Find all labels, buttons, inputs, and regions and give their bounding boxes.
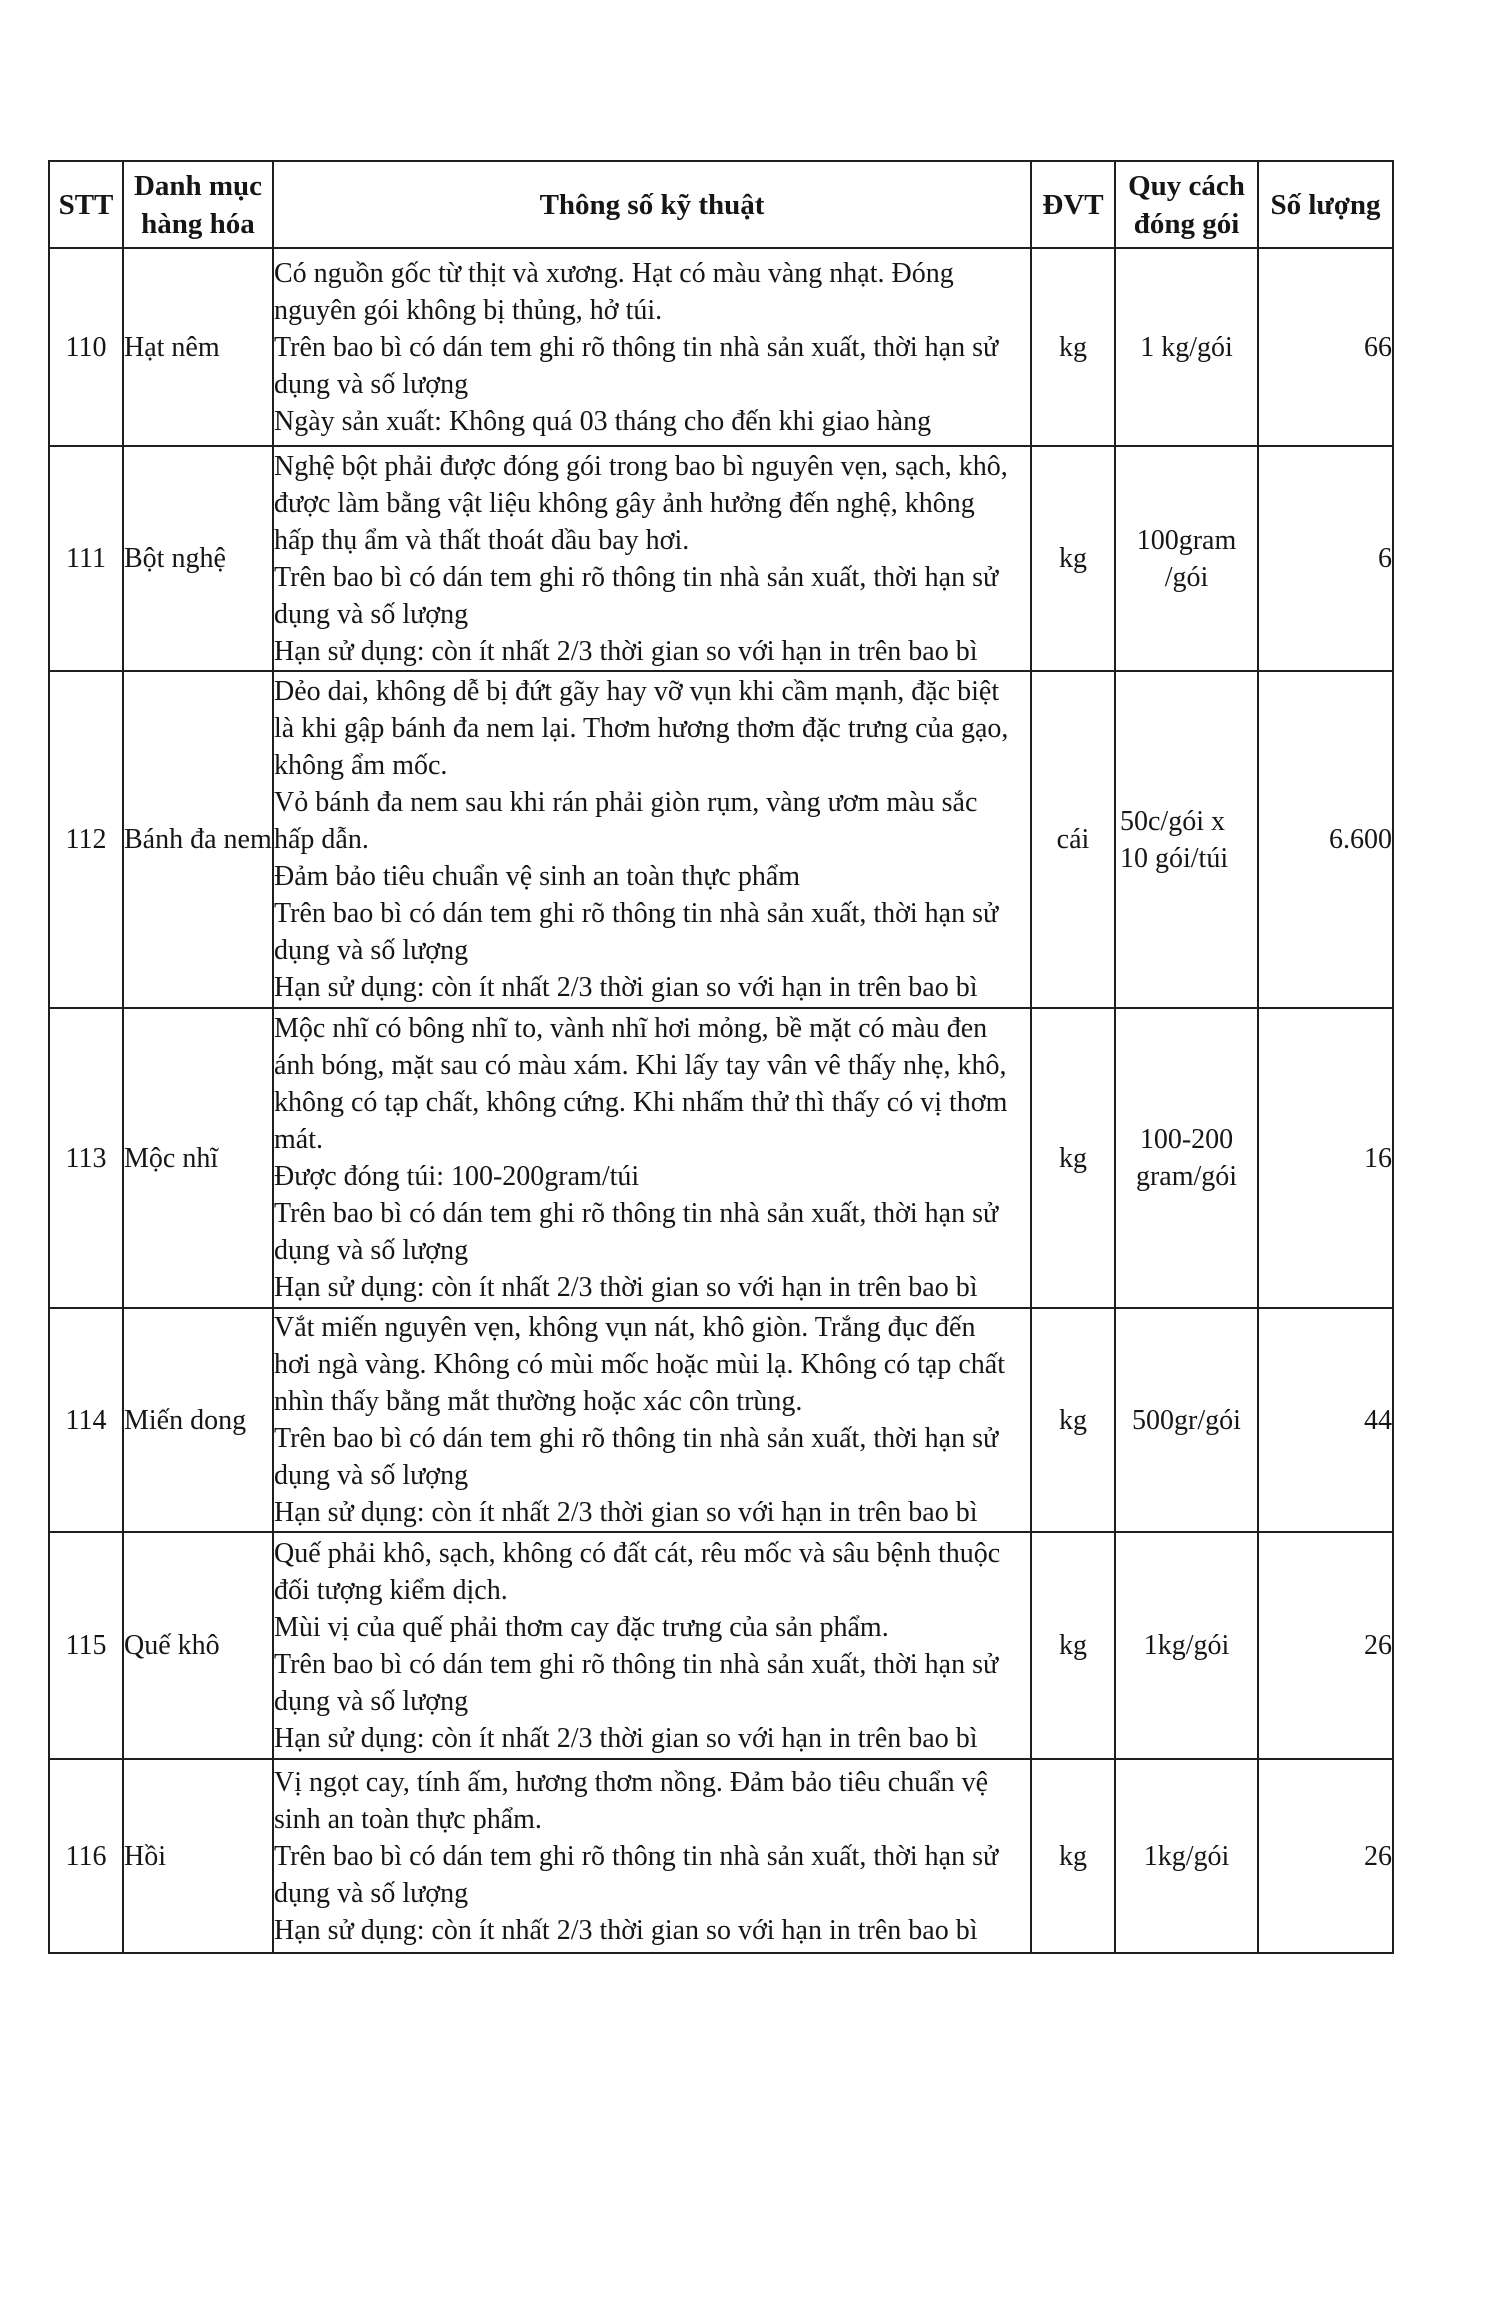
header-spec: Thông số kỹ thuật bbox=[273, 161, 1031, 248]
row-quantity: 26 bbox=[1258, 1532, 1393, 1759]
spec-line: Vị ngọt cay, tính ấm, hương thơm nồng. Đảm bảo tiêu chuẩn vệ bbox=[274, 1766, 989, 1798]
row-packaging bbox=[1115, 1532, 1258, 1759]
row-stt: 114 bbox=[49, 1308, 123, 1532]
row-quantity: 44 bbox=[1258, 1308, 1393, 1532]
header-quantity: Số lượng bbox=[1258, 161, 1393, 248]
table-row bbox=[49, 446, 1393, 671]
spec-line: Trên bao bì có dán tem ghi rõ thông tin nhà sản xuất, thời hạn sử bbox=[274, 561, 999, 593]
row-quantity: 66 bbox=[1258, 248, 1393, 446]
row-spec bbox=[273, 1008, 1031, 1308]
spec-line: không ẩm mốc. bbox=[274, 750, 448, 781]
spec-line: ánh bóng, mặt sau có màu xám. Khi lấy tay vân vê thấy nhẹ, khô, bbox=[274, 1050, 1007, 1081]
row-spec bbox=[273, 671, 1031, 1008]
row-goods-name: Bánh đa nem bbox=[123, 671, 273, 1008]
spec-line: Trên bao bì có dán tem ghi rõ thông tin nhà sản xuất, thời hạn sử bbox=[274, 1648, 999, 1680]
row-packaging bbox=[1115, 1759, 1258, 1953]
header-goods-name bbox=[123, 161, 273, 248]
row-packaging bbox=[1115, 1008, 1258, 1308]
spec-line: dụng và số lượng bbox=[274, 1235, 469, 1266]
row-stt: 110 bbox=[49, 248, 123, 446]
row-unit: kg bbox=[1031, 1008, 1115, 1308]
table-row bbox=[49, 1759, 1393, 1953]
spec-line: dụng và số lượng bbox=[274, 368, 469, 400]
spec-line: Hạn sử dụng: còn ít nhất 2/3 thời gian so với hạn in trên bao bì bbox=[274, 635, 978, 667]
table-row bbox=[49, 1532, 1393, 1759]
row-goods-name: Miến dong bbox=[123, 1308, 273, 1532]
row-unit: kg bbox=[1031, 1308, 1115, 1532]
row-unit: kg bbox=[1031, 1532, 1115, 1759]
row-goods-name: Hạt nêm bbox=[123, 248, 273, 446]
spec-line: Trên bao bì có dán tem ghi rõ thông tin nhà sản xuất, thời hạn sử bbox=[274, 331, 999, 363]
spec-line: dụng và số lượng bbox=[274, 1877, 469, 1909]
spec-line: nguyên gói không bị thủng, hở túi. bbox=[274, 294, 663, 326]
spec-line: Hạn sử dụng: còn ít nhất 2/3 thời gian so với hạn in trên bao bì bbox=[274, 972, 978, 1003]
spec-line: mát. bbox=[274, 1124, 323, 1155]
spec-line: nhìn thấy bằng mắt thường hoặc xác côn trùng. bbox=[274, 1386, 803, 1417]
spec-line: Hạn sử dụng: còn ít nhất 2/3 thời gian so với hạn in trên bao bì bbox=[274, 1497, 978, 1528]
packaging-line: 100gram bbox=[1136, 524, 1237, 556]
spec-line: Hạn sử dụng: còn ít nhất 2/3 thời gian so với hạn in trên bao bì bbox=[274, 1914, 978, 1946]
goods-spec-table bbox=[48, 160, 1394, 1954]
packaging-line: 50c/gói x bbox=[1120, 805, 1225, 837]
packaging-line: 1kg/gói bbox=[1143, 1840, 1230, 1872]
table-row bbox=[49, 1308, 1393, 1532]
packaging-line: gram/gói bbox=[1135, 1161, 1238, 1192]
header-stt: STT bbox=[49, 161, 123, 248]
table-row bbox=[49, 248, 1393, 446]
row-stt: 116 bbox=[49, 1759, 123, 1953]
row-quantity: 16 bbox=[1258, 1008, 1393, 1308]
spec-line: không có tạp chất, không cứng. Khi nhấm thử thì thấy có vị thơm bbox=[274, 1087, 1008, 1118]
row-packaging bbox=[1115, 671, 1258, 1008]
row-quantity: 6.600 bbox=[1258, 671, 1393, 1008]
table-row bbox=[49, 671, 1393, 1008]
row-packaging bbox=[1115, 446, 1258, 671]
row-spec bbox=[273, 248, 1031, 446]
row-spec bbox=[273, 1759, 1031, 1953]
spec-line: Trên bao bì có dán tem ghi rõ thông tin nhà sản xuất, thời hạn sử bbox=[274, 1198, 999, 1229]
row-quantity: 26 bbox=[1258, 1759, 1393, 1953]
spec-line: Quế phải khô, sạch, không có đất cát, rêu mốc và sâu bệnh thuộc bbox=[274, 1537, 1001, 1569]
header-unit: ĐVT bbox=[1031, 161, 1115, 248]
row-spec bbox=[273, 446, 1031, 671]
spec-line: là khi gập bánh đa nem lại. Thơm hương thơm đặc trưng của gạo, bbox=[274, 713, 1009, 744]
packaging-line: 1kg/gói bbox=[1143, 1630, 1230, 1661]
spec-line: Có nguồn gốc từ thịt và xương. Hạt có màu vàng nhạt. Đóng bbox=[274, 257, 954, 289]
spec-line: Trên bao bì có dán tem ghi rõ thông tin nhà sản xuất, thời hạn sử bbox=[274, 1423, 999, 1454]
row-unit: kg bbox=[1031, 446, 1115, 671]
header-packaging-line2: đóng gói bbox=[1133, 207, 1240, 240]
spec-line: dụng và số lượng bbox=[274, 1685, 469, 1717]
spec-line: sinh an toàn thực phẩm. bbox=[274, 1803, 542, 1835]
header-goods-name-line1: Danh mục bbox=[133, 169, 263, 202]
header-packaging bbox=[1115, 161, 1258, 248]
packaging-line: /gói bbox=[1164, 561, 1209, 593]
row-unit: kg bbox=[1031, 248, 1115, 446]
spec-line: đối tượng kiểm dịch. bbox=[274, 1574, 508, 1606]
row-stt: 112 bbox=[49, 671, 123, 1008]
header-goods-name-line2: hàng hóa bbox=[141, 207, 255, 240]
spec-line: hấp dẫn. bbox=[274, 824, 369, 855]
packaging-line: 500gr/gói bbox=[1132, 1404, 1241, 1436]
spec-line: Nghệ bột phải được đóng gói trong bao bì nguyên vẹn, sạch, khô, bbox=[274, 450, 1008, 482]
row-stt: 113 bbox=[49, 1008, 123, 1308]
spec-line: được làm bằng vật liệu không gây ảnh hưởng đến nghệ, không bbox=[274, 487, 975, 519]
row-goods-name: Quế khô bbox=[123, 1532, 273, 1759]
spec-line: Vỏ bánh đa nem sau khi rán phải giòn rụm, vàng ươm màu sắc bbox=[274, 787, 978, 818]
spec-line: Trên bao bì có dán tem ghi rõ thông tin nhà sản xuất, thời hạn sử bbox=[274, 1840, 999, 1872]
table-body bbox=[49, 248, 1393, 1953]
row-spec bbox=[273, 1532, 1031, 1759]
spec-line: Đảm bảo tiêu chuẩn vệ sinh an toàn thực phẩm bbox=[274, 861, 801, 892]
row-quantity: 6 bbox=[1258, 446, 1393, 671]
row-packaging bbox=[1115, 1308, 1258, 1532]
spec-line: Mùi vị của quế phải thơm cay đặc trưng của sản phẩm. bbox=[274, 1611, 889, 1643]
spec-line: dụng và số lượng bbox=[274, 935, 469, 966]
row-goods-name: Hồi bbox=[123, 1759, 273, 1953]
row-stt: 111 bbox=[49, 446, 123, 671]
row-goods-name: Mộc nhĩ bbox=[123, 1008, 273, 1308]
spec-line: hơi ngà vàng. Không có mùi mốc hoặc mùi lạ. Không có tạp chất bbox=[274, 1349, 1005, 1380]
spec-line: Được đóng túi: 100-200gram/túi bbox=[274, 1161, 640, 1192]
row-spec bbox=[273, 1308, 1031, 1532]
row-unit: kg bbox=[1031, 1759, 1115, 1953]
spec-line: dụng và số lượng bbox=[274, 1460, 469, 1491]
row-goods-name: Bột nghệ bbox=[123, 446, 273, 671]
spec-line: Vắt miến nguyên vẹn, không vụn nát, khô giòn. Trắng đục đến bbox=[274, 1312, 976, 1343]
row-stt: 115 bbox=[49, 1532, 123, 1759]
packaging-line: 10 gói/túi bbox=[1120, 842, 1229, 874]
packaging-line: 1 kg/gói bbox=[1140, 331, 1233, 363]
packaging-line: 100-200 bbox=[1139, 1124, 1234, 1155]
row-unit: cái bbox=[1031, 671, 1115, 1008]
spec-line: Ngày sản xuất: Không quá 03 tháng cho đến khi giao hàng bbox=[274, 405, 932, 437]
header-row bbox=[49, 161, 1393, 248]
table-row bbox=[49, 1008, 1393, 1308]
spec-line: hấp thụ ẩm và thất thoát dầu bay hơi. bbox=[274, 524, 690, 556]
row-packaging bbox=[1115, 248, 1258, 446]
spec-line: dụng và số lượng bbox=[274, 598, 469, 630]
spec-line: Hạn sử dụng: còn ít nhất 2/3 thời gian so với hạn in trên bao bì bbox=[274, 1272, 978, 1303]
header-packaging-line1: Quy cách bbox=[1128, 169, 1245, 202]
spec-line: Dẻo dai, không dễ bị đứt gãy hay vỡ vụn khi cầm mạnh, đặc biệt bbox=[274, 676, 1000, 707]
spec-line: Hạn sử dụng: còn ít nhất 2/3 thời gian so với hạn in trên bao bì bbox=[274, 1722, 978, 1754]
spec-line: Trên bao bì có dán tem ghi rõ thông tin nhà sản xuất, thời hạn sử bbox=[274, 898, 999, 929]
spec-line: Mộc nhĩ có bông nhĩ to, vành nhĩ hơi mỏng, bề mặt có màu đen bbox=[274, 1013, 988, 1044]
